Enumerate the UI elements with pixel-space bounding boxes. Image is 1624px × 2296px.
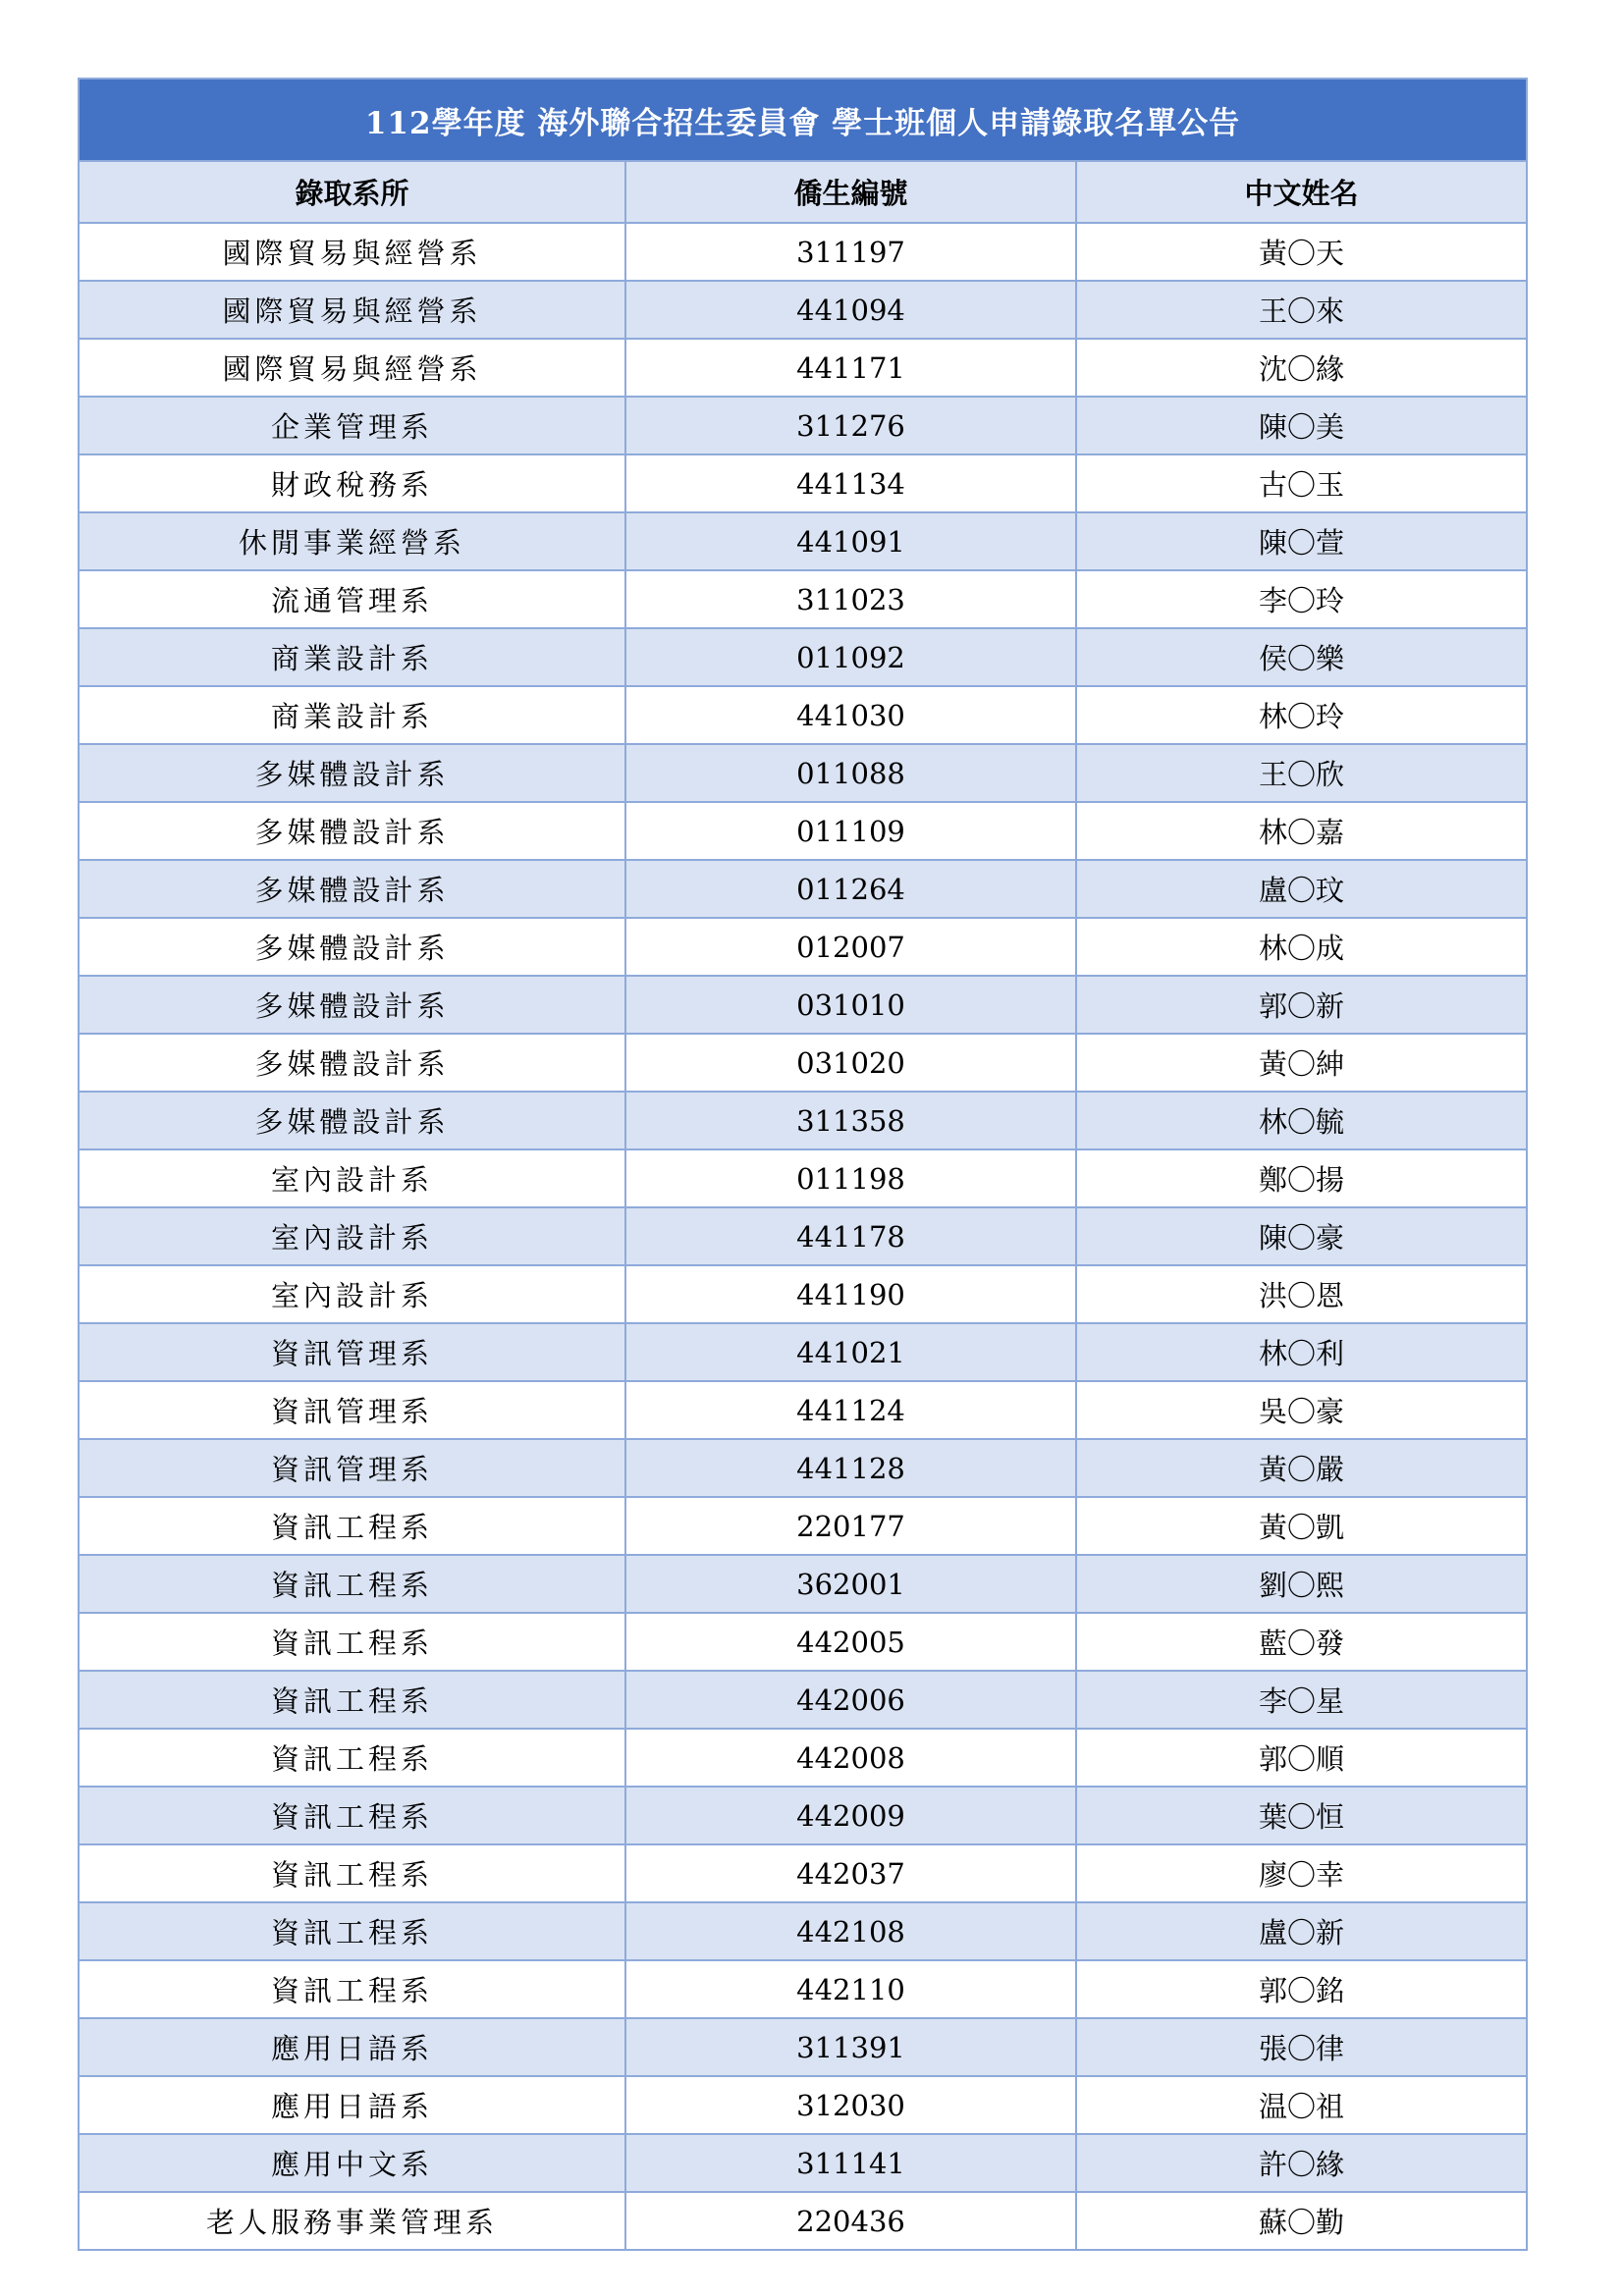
table-row	[79, 686, 1527, 744]
department-cell: 財政稅務系	[79, 454, 625, 512]
header-student-number: 僑生編號	[625, 161, 1076, 223]
department-cell: 資訊管理系	[79, 1439, 625, 1497]
table-row	[79, 512, 1527, 570]
student-number-cell: 311391	[625, 2018, 1076, 2076]
student-number-cell: 311141	[625, 2134, 1076, 2192]
student-number-cell: 012007	[625, 918, 1076, 976]
student-number-cell: 442009	[625, 1787, 1076, 1844]
student-number-cell: 442037	[625, 1844, 1076, 1902]
department-cell: 資訊工程系	[79, 1555, 625, 1613]
table-row	[79, 860, 1527, 918]
chinese-name-cell: 林〇嘉	[1076, 802, 1527, 860]
chinese-name-cell: 許〇緣	[1076, 2134, 1527, 2192]
chinese-name-cell: 林〇玲	[1076, 686, 1527, 744]
chinese-name-cell: 葉〇恒	[1076, 1787, 1527, 1844]
chinese-name-cell: 温〇祖	[1076, 2076, 1527, 2134]
department-cell: 國際貿易與經營系	[79, 281, 625, 339]
student-number-cell: 011109	[625, 802, 1076, 860]
admission-table	[78, 78, 1528, 2251]
chinese-name-cell: 郭〇順	[1076, 1729, 1527, 1787]
department-cell: 資訊管理系	[79, 1323, 625, 1381]
table-row	[79, 454, 1527, 512]
chinese-name-cell: 盧〇玟	[1076, 860, 1527, 918]
table-row	[79, 1555, 1527, 1613]
department-cell: 應用日語系	[79, 2018, 625, 2076]
department-cell: 流通管理系	[79, 570, 625, 628]
department-cell: 多媒體設計系	[79, 976, 625, 1034]
department-cell: 多媒體設計系	[79, 744, 625, 802]
student-number-cell: 011198	[625, 1149, 1076, 1207]
chinese-name-cell: 黃〇凱	[1076, 1497, 1527, 1555]
table-row	[79, 976, 1527, 1034]
chinese-name-cell: 李〇星	[1076, 1671, 1527, 1729]
chinese-name-cell: 盧〇新	[1076, 1902, 1527, 1960]
department-cell: 室內設計系	[79, 1149, 625, 1207]
department-cell: 室內設計系	[79, 1265, 625, 1323]
table-row	[79, 2076, 1527, 2134]
student-number-cell: 442005	[625, 1613, 1076, 1671]
chinese-name-cell: 吳〇豪	[1076, 1381, 1527, 1439]
chinese-name-cell: 沈〇緣	[1076, 339, 1527, 397]
department-cell: 資訊工程系	[79, 1613, 625, 1671]
student-number-cell: 220436	[625, 2192, 1076, 2250]
student-number-cell: 312030	[625, 2076, 1076, 2134]
student-number-cell: 362001	[625, 1555, 1076, 1613]
student-number-cell: 441124	[625, 1381, 1076, 1439]
student-number-cell: 442108	[625, 1902, 1076, 1960]
department-cell: 老人服務事業管理系	[79, 2192, 625, 2250]
table-row	[79, 1497, 1527, 1555]
department-cell: 多媒體設計系	[79, 1092, 625, 1149]
table-row	[79, 1787, 1527, 1844]
header-row	[79, 161, 1527, 223]
department-cell: 資訊工程系	[79, 1844, 625, 1902]
chinese-name-cell: 洪〇恩	[1076, 1265, 1527, 1323]
student-number-cell: 441021	[625, 1323, 1076, 1381]
student-number-cell: 442110	[625, 1960, 1076, 2018]
title-row	[79, 79, 1527, 161]
chinese-name-cell: 李〇玲	[1076, 570, 1527, 628]
table-row	[79, 1207, 1527, 1265]
department-cell: 多媒體設計系	[79, 918, 625, 976]
chinese-name-cell: 王〇來	[1076, 281, 1527, 339]
student-number-cell: 441091	[625, 512, 1076, 570]
student-number-cell: 011088	[625, 744, 1076, 802]
table-row	[79, 2134, 1527, 2192]
department-cell: 多媒體設計系	[79, 1034, 625, 1092]
chinese-name-cell: 郭〇新	[1076, 976, 1527, 1034]
student-number-cell: 441178	[625, 1207, 1076, 1265]
chinese-name-cell: 黃〇紳	[1076, 1034, 1527, 1092]
chinese-name-cell: 林〇成	[1076, 918, 1527, 976]
table-row	[79, 1439, 1527, 1497]
department-cell: 企業管理系	[79, 397, 625, 454]
header-department: 錄取系所	[79, 161, 625, 223]
student-number-cell: 031010	[625, 976, 1076, 1034]
table-row	[79, 223, 1527, 281]
table-row	[79, 628, 1527, 686]
student-number-cell: 311023	[625, 570, 1076, 628]
student-number-cell: 011092	[625, 628, 1076, 686]
student-number-cell: 442006	[625, 1671, 1076, 1729]
chinese-name-cell: 廖〇幸	[1076, 1844, 1527, 1902]
department-cell: 資訊工程系	[79, 1960, 625, 2018]
student-number-cell: 441128	[625, 1439, 1076, 1497]
department-cell: 商業設計系	[79, 686, 625, 744]
table-row	[79, 744, 1527, 802]
department-cell: 應用日語系	[79, 2076, 625, 2134]
department-cell: 資訊工程系	[79, 1497, 625, 1555]
department-cell: 商業設計系	[79, 628, 625, 686]
student-number-cell: 311358	[625, 1092, 1076, 1149]
table-row	[79, 1613, 1527, 1671]
chinese-name-cell: 古〇玉	[1076, 454, 1527, 512]
student-number-cell: 220177	[625, 1497, 1076, 1555]
department-cell: 休閒事業經營系	[79, 512, 625, 570]
student-number-cell: 441030	[625, 686, 1076, 744]
department-cell: 國際貿易與經營系	[79, 223, 625, 281]
student-number-cell: 441094	[625, 281, 1076, 339]
table-row	[79, 1381, 1527, 1439]
chinese-name-cell: 鄭〇揚	[1076, 1149, 1527, 1207]
student-number-cell: 441190	[625, 1265, 1076, 1323]
table-row	[79, 1729, 1527, 1787]
chinese-name-cell: 蘇〇勤	[1076, 2192, 1527, 2250]
table-row	[79, 2018, 1527, 2076]
chinese-name-cell: 黃〇天	[1076, 223, 1527, 281]
table-title: 112學年度 海外聯合招生委員會 學士班個人申請錄取名單公告	[79, 79, 1527, 161]
table-row	[79, 1671, 1527, 1729]
student-number-cell: 311276	[625, 397, 1076, 454]
department-cell: 資訊工程系	[79, 1671, 625, 1729]
department-cell: 資訊工程系	[79, 1729, 625, 1787]
chinese-name-cell: 林〇利	[1076, 1323, 1527, 1381]
student-number-cell: 442008	[625, 1729, 1076, 1787]
chinese-name-cell: 林〇毓	[1076, 1092, 1527, 1149]
chinese-name-cell: 王〇欣	[1076, 744, 1527, 802]
student-number-cell: 031020	[625, 1034, 1076, 1092]
table-row	[79, 570, 1527, 628]
department-cell: 資訊管理系	[79, 1381, 625, 1439]
chinese-name-cell: 藍〇發	[1076, 1613, 1527, 1671]
student-number-cell: 311197	[625, 223, 1076, 281]
table-row	[79, 1092, 1527, 1149]
chinese-name-cell: 陳〇豪	[1076, 1207, 1527, 1265]
table-row	[79, 397, 1527, 454]
department-cell: 國際貿易與經營系	[79, 339, 625, 397]
department-cell: 多媒體設計系	[79, 860, 625, 918]
table-row	[79, 1265, 1527, 1323]
table-row	[79, 1034, 1527, 1092]
department-cell: 室內設計系	[79, 1207, 625, 1265]
chinese-name-cell: 郭〇銘	[1076, 1960, 1527, 2018]
admission-list-sheet	[78, 78, 1526, 2251]
table-row	[79, 1323, 1527, 1381]
table-row	[79, 2192, 1527, 2250]
department-cell: 多媒體設計系	[79, 802, 625, 860]
table-row	[79, 1902, 1527, 1960]
table-row	[79, 1149, 1527, 1207]
table-row	[79, 918, 1527, 976]
chinese-name-cell: 侯〇樂	[1076, 628, 1527, 686]
table-row	[79, 281, 1527, 339]
chinese-name-cell: 陳〇美	[1076, 397, 1527, 454]
chinese-name-cell: 張〇律	[1076, 2018, 1527, 2076]
chinese-name-cell: 黃〇嚴	[1076, 1439, 1527, 1497]
department-cell: 資訊工程系	[79, 1902, 625, 1960]
student-number-cell: 011264	[625, 860, 1076, 918]
chinese-name-cell: 陳〇萱	[1076, 512, 1527, 570]
table-row	[79, 339, 1527, 397]
table-body	[79, 223, 1527, 2250]
department-cell: 應用中文系	[79, 2134, 625, 2192]
student-number-cell: 441134	[625, 454, 1076, 512]
department-cell: 資訊工程系	[79, 1787, 625, 1844]
chinese-name-cell: 劉〇熙	[1076, 1555, 1527, 1613]
header-chinese-name: 中文姓名	[1076, 161, 1527, 223]
table-row	[79, 1844, 1527, 1902]
table-row	[79, 1960, 1527, 2018]
table-row	[79, 802, 1527, 860]
student-number-cell: 441171	[625, 339, 1076, 397]
